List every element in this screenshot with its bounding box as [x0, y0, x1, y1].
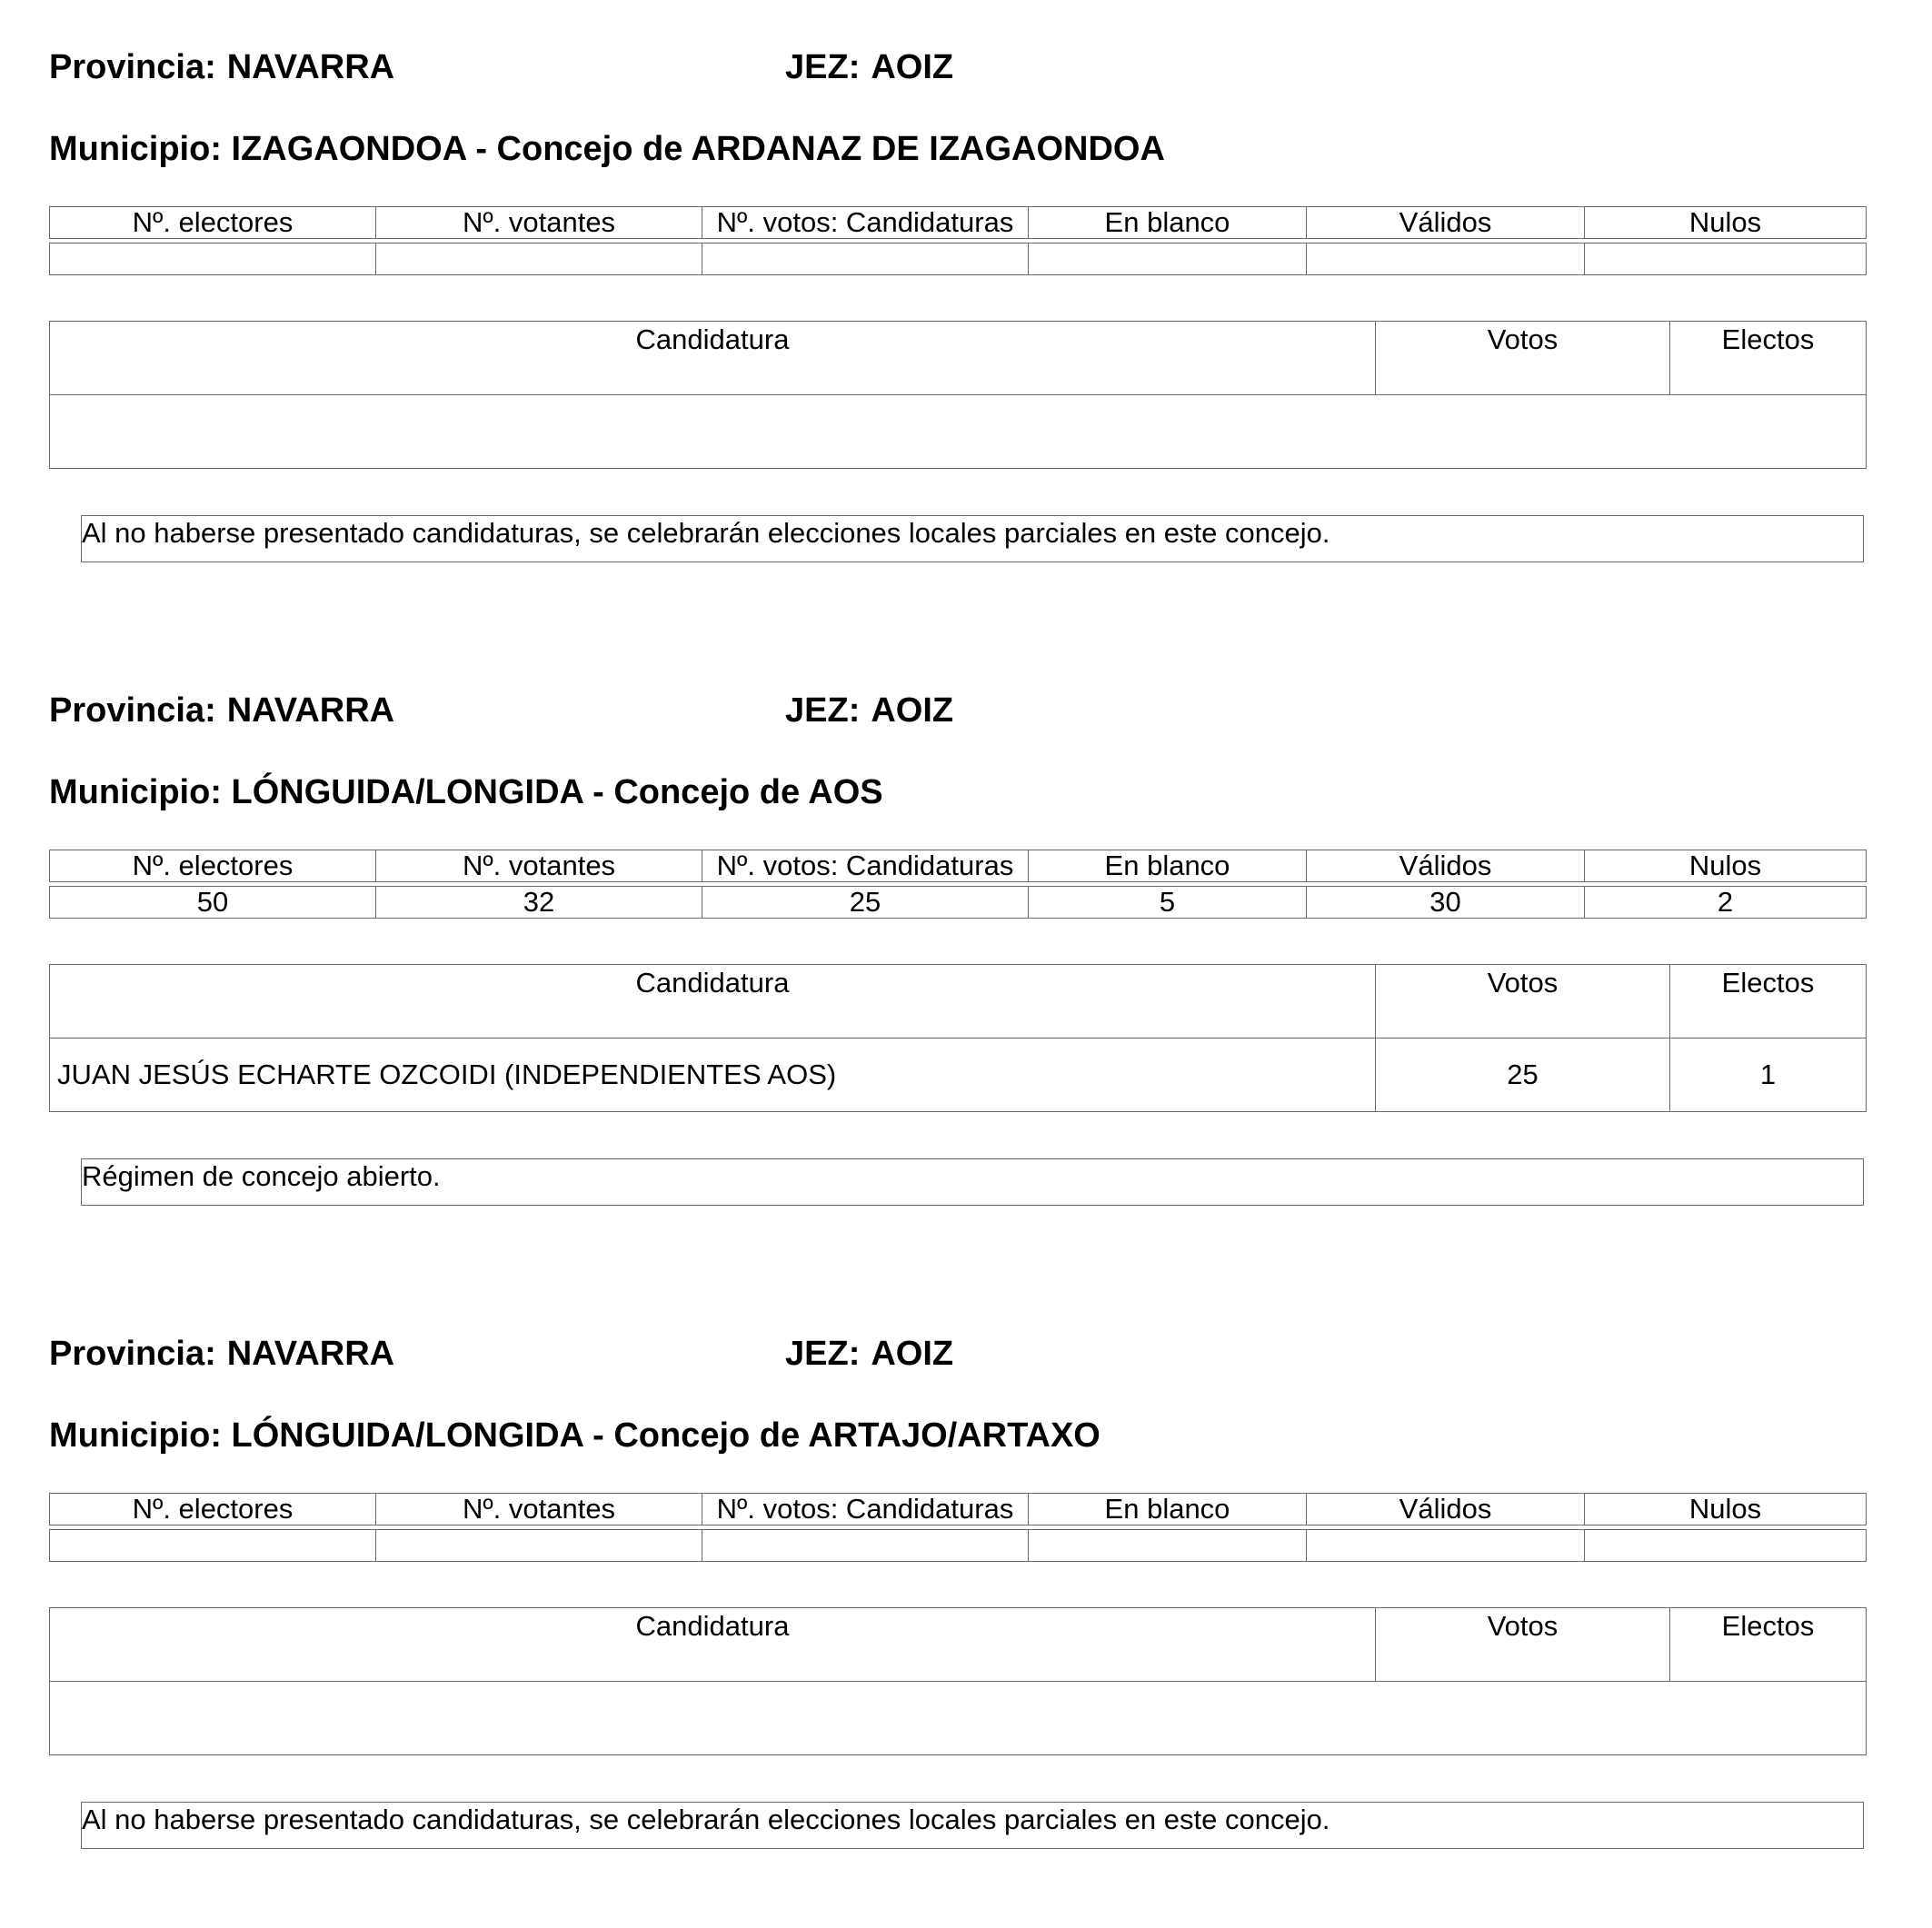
municipio-label: Municipio: [49, 130, 222, 168]
value-votos-candidaturas [702, 1530, 1029, 1562]
header-votantes: Nº. votantes [376, 850, 702, 882]
jez-line [785, 47, 953, 87]
table-row [50, 1682, 1867, 1755]
provincia-label: Provincia: [49, 48, 216, 86]
value-nulos [1585, 1530, 1867, 1562]
note-box: Al no haberse presentado candidaturas, se celebrarán elecciones locales parciales en este concejo. [81, 1802, 1864, 1849]
provincia-value: NAVARRA [226, 691, 395, 730]
concejo-section [0, 0, 1932, 641]
value-votos-candidaturas: 25 [702, 887, 1029, 919]
value-electores: 50 [50, 887, 376, 919]
municipio-value: IZAGAONDOA - Concejo de ARDANAZ DE IZAGAONDOA [231, 130, 1165, 168]
header-votos-candidaturas: Nº. votos: Candidaturas [702, 850, 1029, 882]
value-electores [50, 243, 376, 275]
header-electos: Electos [1670, 965, 1867, 1039]
value-votos-candidaturas [702, 243, 1029, 275]
municipio-label: Municipio: [49, 1416, 222, 1455]
header-votos-candidaturas: Nº. votos: Candidaturas [702, 207, 1029, 239]
header-electos: Electos [1670, 322, 1867, 395]
header-electores: Nº. electores [50, 850, 376, 882]
value-votantes: 32 [376, 887, 702, 919]
header-votos: Votos [1376, 322, 1670, 395]
candidate-name: JUAN JESÚS ECHARTE OZCOIDI (INDEPENDIENTES AOS) [50, 1039, 1376, 1112]
concejo-section [0, 1287, 1932, 1928]
note-box: Régimen de concejo abierto. [81, 1158, 1864, 1206]
jez-label: JEZ: [785, 48, 861, 86]
stats-table [49, 206, 1867, 275]
header-nulos: Nulos [1585, 207, 1867, 239]
header-validos: Válidos [1307, 1494, 1585, 1526]
header-candidatura: Candidatura [50, 965, 1376, 1039]
value-votantes [376, 1530, 702, 1562]
provincia-label: Provincia: [49, 1335, 216, 1373]
jez-line [785, 1334, 953, 1374]
jez-label: JEZ: [785, 1335, 861, 1373]
provincia-value: NAVARRA [226, 48, 395, 86]
header-nulos: Nulos [1585, 850, 1867, 882]
header-votos: Votos [1376, 965, 1670, 1039]
note-box: Al no haberse presentado candidaturas, se celebrarán elecciones locales parciales en este concejo. [81, 515, 1864, 562]
jez-value: AOIZ [871, 1335, 954, 1373]
municipio-value: LÓNGUIDA/LONGIDA - Concejo de ARTAJO/ARTAXO [231, 1416, 1100, 1455]
table-row [50, 395, 1867, 469]
empty-candidate-cell [50, 1682, 1867, 1755]
provincia-line [49, 1334, 394, 1374]
value-en-blanco: 5 [1029, 887, 1307, 919]
value-validos [1307, 1530, 1585, 1562]
municipio-line [49, 1416, 1100, 1456]
value-electores [50, 1530, 376, 1562]
concejo-section [0, 643, 1932, 1285]
header-votantes: Nº. votantes [376, 1494, 702, 1526]
header-en-blanco: En blanco [1029, 1494, 1307, 1526]
header-candidatura: Candidatura [50, 322, 1376, 395]
value-nulos: 2 [1585, 887, 1867, 919]
header-nulos: Nulos [1585, 1494, 1867, 1526]
jez-value: AOIZ [871, 691, 954, 730]
header-en-blanco: En blanco [1029, 207, 1307, 239]
candidatura-table [49, 1607, 1867, 1755]
candidate-electos: 1 [1670, 1039, 1867, 1112]
header-validos: Válidos [1307, 850, 1585, 882]
header-votos-candidaturas: Nº. votos: Candidaturas [702, 1494, 1029, 1526]
jez-line [785, 691, 953, 730]
candidatura-table [49, 964, 1867, 1112]
jez-value: AOIZ [871, 48, 954, 86]
header-validos: Válidos [1307, 207, 1585, 239]
header-electores: Nº. electores [50, 1494, 376, 1526]
candidatura-table [49, 321, 1867, 469]
municipio-line [49, 772, 883, 812]
provincia-line [49, 691, 394, 730]
value-nulos [1585, 243, 1867, 275]
candidate-votos: 25 [1376, 1039, 1670, 1112]
header-votantes: Nº. votantes [376, 207, 702, 239]
stats-table [49, 1493, 1867, 1562]
jez-label: JEZ: [785, 691, 861, 730]
municipio-value: LÓNGUIDA/LONGIDA - Concejo de AOS [231, 773, 883, 811]
provincia-label: Provincia: [49, 691, 216, 730]
value-validos: 30 [1307, 887, 1585, 919]
provincia-value: NAVARRA [226, 1335, 395, 1373]
header-candidatura: Candidatura [50, 1608, 1376, 1682]
header-votos: Votos [1376, 1608, 1670, 1682]
value-validos [1307, 243, 1585, 275]
value-en-blanco [1029, 1530, 1307, 1562]
provincia-line [49, 47, 394, 87]
stats-table [49, 850, 1867, 919]
municipio-line [49, 129, 1165, 169]
value-en-blanco [1029, 243, 1307, 275]
empty-candidate-cell [50, 395, 1867, 469]
table-row [50, 1039, 1867, 1112]
header-en-blanco: En blanco [1029, 850, 1307, 882]
header-electos: Electos [1670, 1608, 1867, 1682]
municipio-label: Municipio: [49, 773, 222, 811]
header-electores: Nº. electores [50, 207, 376, 239]
value-votantes [376, 243, 702, 275]
